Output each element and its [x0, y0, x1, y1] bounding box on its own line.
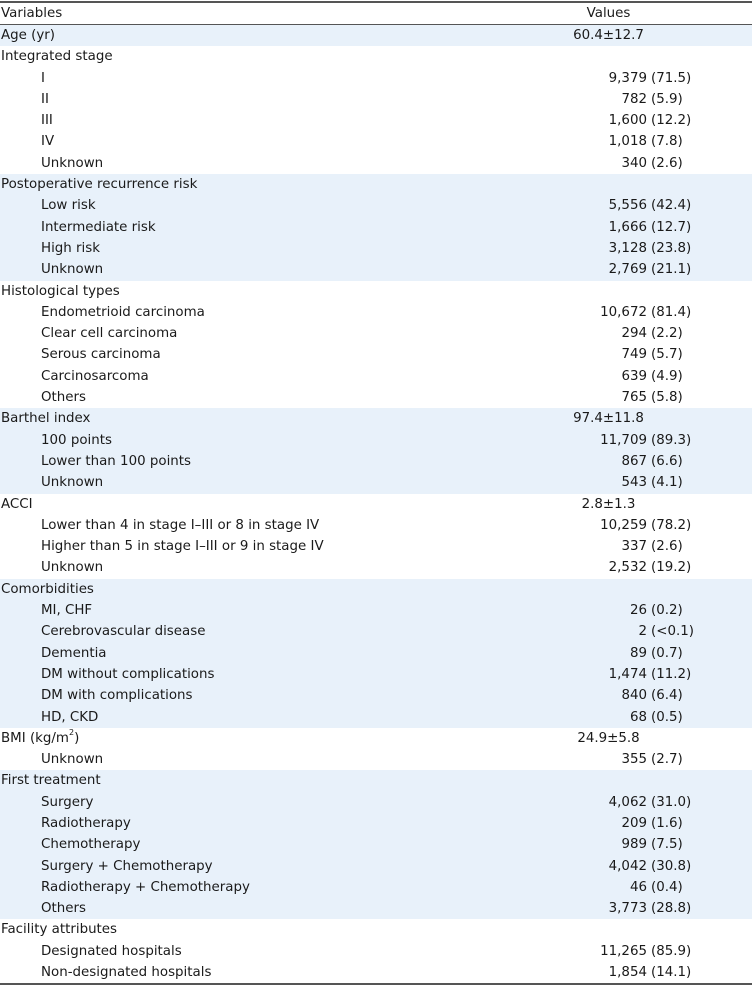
row-value — [481, 217, 752, 238]
count-value: 867 — [621, 453, 647, 469]
row-value — [481, 195, 752, 216]
label-text: Age (yr) — [1, 28, 56, 43]
label-text: Unknown — [41, 155, 104, 171]
table-row — [0, 643, 752, 664]
count-value: 765 — [621, 390, 647, 406]
row-value — [481, 621, 752, 642]
table-row — [0, 877, 752, 898]
table-bottom-rule — [0, 983, 752, 985]
row-group-label — [0, 25, 481, 46]
count-value: 5,556 — [608, 198, 647, 214]
count-value: 2,769 — [608, 262, 647, 278]
row-value — [481, 89, 752, 110]
mean-sd-value: 60.4±12.7 — [573, 28, 644, 43]
label-text: Higher than 5 in stage I–III or 9 in stage IV — [41, 539, 324, 555]
row-value — [481, 962, 752, 983]
table-row — [0, 46, 752, 67]
table-row — [0, 344, 752, 365]
row-value — [481, 302, 752, 323]
table-row — [0, 110, 752, 131]
row-item-label — [0, 387, 481, 408]
percent-value: (30.8) — [651, 858, 692, 874]
table-row — [0, 621, 752, 642]
row-item-label — [0, 898, 481, 919]
table-row — [0, 600, 752, 621]
count-value: 2,532 — [608, 560, 647, 576]
row-value — [481, 813, 752, 834]
row-item-label — [0, 89, 481, 110]
label-suffix: ) — [74, 730, 80, 746]
percent-value: (89.3) — [651, 432, 692, 448]
percent-value: (78.2) — [651, 517, 692, 533]
label-text: Others — [41, 390, 86, 406]
count-value: 89 — [629, 645, 647, 661]
row-value — [481, 579, 752, 600]
count-value: 639 — [621, 368, 647, 384]
row-value — [481, 430, 752, 451]
label-text: Barthel index — [1, 411, 91, 427]
percent-value: (0.4) — [651, 879, 683, 895]
count-value: 340 — [621, 155, 647, 171]
table-row — [0, 856, 752, 877]
row-item-label — [0, 195, 481, 216]
percent-value: (2.6) — [651, 155, 683, 171]
row-item-label — [0, 131, 481, 152]
row-item-label — [0, 238, 481, 259]
row-value — [481, 387, 752, 408]
percent-value: (7.5) — [651, 837, 683, 853]
table-row — [0, 195, 752, 216]
row-value — [481, 643, 752, 664]
row-value — [481, 110, 752, 131]
row-group-label — [0, 408, 481, 429]
percent-value: (11.2) — [651, 666, 692, 682]
row-item-label — [0, 707, 481, 728]
count-value: 68 — [629, 709, 647, 725]
table-row — [0, 217, 752, 238]
label-text: Facility attributes — [1, 922, 118, 938]
row-value — [481, 259, 752, 280]
percent-value: (12.7) — [651, 219, 692, 235]
count-value: 209 — [621, 815, 647, 831]
count-value: 10,672 — [600, 304, 647, 320]
row-value — [481, 707, 752, 728]
count-value: 1,018 — [608, 134, 647, 150]
table-row — [0, 153, 752, 174]
row-value — [481, 941, 752, 962]
count-value: 26 — [629, 603, 647, 619]
table-row — [0, 685, 752, 706]
count-value: 337 — [621, 539, 647, 555]
table-row — [0, 68, 752, 89]
label-text: Endometrioid carcinoma — [41, 304, 205, 320]
percent-value: (5.8) — [651, 390, 683, 406]
header-values: Values — [586, 6, 631, 21]
row-item-label — [0, 259, 481, 280]
label-text: Integrated stage — [1, 49, 113, 65]
row-item-label — [0, 302, 481, 323]
label-text: Unknown — [41, 752, 104, 768]
label-text: Chemotherapy — [41, 837, 141, 853]
count-value: 4,062 — [608, 794, 647, 810]
row-value — [481, 472, 752, 493]
label-text: Postoperative recurrence risk — [1, 177, 198, 193]
table-row — [0, 536, 752, 557]
count-value: 3,128 — [608, 240, 647, 256]
table-row — [0, 557, 752, 578]
row-value — [481, 323, 752, 344]
row-value — [481, 408, 752, 429]
percent-value: (0.5) — [651, 709, 683, 725]
row-value — [481, 281, 752, 302]
row-item-label — [0, 962, 481, 983]
row-item-label — [0, 877, 481, 898]
count-value: 294 — [621, 326, 647, 342]
label-superscript: 2 — [68, 728, 75, 738]
table-row — [0, 408, 752, 429]
table-row — [0, 238, 752, 259]
row-value — [481, 515, 752, 536]
count-value: 1,600 — [608, 113, 647, 129]
table-row — [0, 323, 752, 344]
label-text: BMI (kg/m — [1, 730, 69, 746]
count-value: 9,379 — [608, 70, 647, 86]
percent-value: (31.0) — [651, 794, 692, 810]
table-row — [0, 941, 752, 962]
count-value: 543 — [621, 475, 647, 491]
count-value: 4,042 — [608, 858, 647, 874]
mean-sd-value: 97.4±11.8 — [573, 411, 644, 427]
label-text: Designated hospitals — [41, 943, 182, 959]
row-item-label — [0, 685, 481, 706]
row-value — [481, 770, 752, 791]
table-row — [0, 281, 752, 302]
mean-sd-value: 24.9±5.8 — [577, 730, 640, 746]
label-text: Radiotherapy + Chemotherapy — [41, 879, 250, 895]
table-row — [0, 494, 752, 515]
row-value — [481, 344, 752, 365]
table-row — [0, 472, 752, 493]
label-text: Cerebrovascular disease — [41, 624, 206, 640]
header-variables: Variables — [1, 6, 63, 21]
table-row — [0, 302, 752, 323]
row-item-label — [0, 153, 481, 174]
table-row — [0, 664, 752, 685]
row-value — [481, 557, 752, 578]
row-value — [481, 46, 752, 67]
table-row — [0, 131, 752, 152]
label-text: Serous carcinoma — [41, 347, 161, 363]
count-value: 10,259 — [600, 517, 647, 533]
label-text: I — [41, 70, 45, 86]
label-text: Comorbidities — [1, 581, 94, 597]
label-text: Intermediate risk — [41, 219, 156, 235]
table-row — [0, 25, 752, 46]
percent-value: (5.9) — [651, 91, 683, 107]
row-item-label — [0, 834, 481, 855]
row-item-label — [0, 643, 481, 664]
percent-value: (4.1) — [651, 475, 683, 491]
label-text: Clear cell carcinoma — [41, 326, 178, 342]
row-group-label — [0, 174, 481, 195]
count-value: 3,773 — [608, 901, 647, 917]
row-item-label — [0, 366, 481, 387]
row-item-label — [0, 472, 481, 493]
row-value — [481, 536, 752, 557]
row-group-label — [0, 494, 481, 515]
label-text: Unknown — [41, 560, 104, 576]
table-row — [0, 813, 752, 834]
row-group-label — [0, 281, 481, 302]
table-row — [0, 770, 752, 791]
count-value: 355 — [621, 752, 647, 768]
count-value: 1,854 — [608, 965, 647, 981]
row-value — [481, 728, 752, 749]
percent-value: (21.1) — [651, 262, 692, 278]
percent-value: (0.7) — [651, 645, 683, 661]
label-text: HD, CKD — [41, 709, 99, 725]
table-row — [0, 792, 752, 813]
row-value — [481, 856, 752, 877]
row-value — [481, 451, 752, 472]
row-item-label — [0, 557, 481, 578]
row-item-label — [0, 110, 481, 131]
row-value — [481, 834, 752, 855]
label-text: Histological types — [1, 283, 120, 299]
row-item-label — [0, 600, 481, 621]
label-text: DM with complications — [41, 688, 193, 704]
row-item-label — [0, 792, 481, 813]
row-item-label — [0, 664, 481, 685]
percent-value: (2.2) — [651, 326, 683, 342]
label-text: DM without complications — [41, 666, 215, 682]
label-text: MI, CHF — [41, 603, 93, 619]
count-value: 11,265 — [600, 943, 647, 959]
table-row — [0, 387, 752, 408]
row-group-label — [0, 770, 481, 791]
count-value: 1,666 — [608, 219, 647, 235]
row-item-label — [0, 451, 481, 472]
row-item-label — [0, 323, 481, 344]
row-item-label — [0, 856, 481, 877]
row-value — [481, 68, 752, 89]
label-text: Surgery + Chemotherapy — [41, 858, 213, 874]
table-row — [0, 834, 752, 855]
row-value — [481, 877, 752, 898]
row-value — [481, 664, 752, 685]
row-group-label — [0, 728, 481, 749]
row-item-label — [0, 344, 481, 365]
table-row — [0, 89, 752, 110]
row-item-label — [0, 621, 481, 642]
table-row — [0, 451, 752, 472]
percent-value: (2.6) — [651, 539, 683, 555]
percent-value: (71.5) — [651, 70, 692, 86]
row-value — [481, 898, 752, 919]
label-text: Carcinosarcoma — [41, 368, 149, 384]
label-text: ACCI — [1, 496, 33, 512]
label-text: Lower than 4 in stage I–III or 8 in stage IV — [41, 517, 320, 533]
percent-value: (<0.1) — [651, 624, 694, 640]
label-text: First treatment — [1, 773, 101, 789]
percent-value: (81.4) — [651, 304, 692, 320]
row-item-label — [0, 941, 481, 962]
percent-value: (6.6) — [651, 453, 683, 469]
row-group-label — [0, 46, 481, 67]
table-body — [0, 25, 752, 983]
percent-value: (0.2) — [651, 603, 683, 619]
label-text: Others — [41, 901, 86, 917]
table-row — [0, 366, 752, 387]
table-row — [0, 728, 752, 749]
count-value: 840 — [621, 688, 647, 704]
row-value — [481, 366, 752, 387]
percent-value: (14.1) — [651, 965, 692, 981]
percent-value: (23.8) — [651, 240, 692, 256]
percent-value: (4.9) — [651, 368, 683, 384]
percent-value: (85.9) — [651, 943, 692, 959]
table-row — [0, 962, 752, 983]
row-item-label — [0, 813, 481, 834]
table-row — [0, 430, 752, 451]
row-group-label — [0, 579, 481, 600]
percent-value: (12.2) — [651, 113, 692, 129]
table-row — [0, 515, 752, 536]
row-value — [481, 749, 752, 770]
label-text: Surgery — [41, 794, 94, 810]
label-text: Non-designated hospitals — [41, 965, 212, 981]
percent-value: (28.8) — [651, 901, 692, 917]
percent-value: (1.6) — [651, 815, 683, 831]
count-value: 782 — [621, 91, 647, 107]
row-value — [481, 131, 752, 152]
percent-value: (42.4) — [651, 198, 692, 214]
label-text: III — [41, 113, 53, 129]
count-value: 1,474 — [608, 666, 647, 682]
label-text: Radiotherapy — [41, 815, 131, 831]
label-text: High risk — [41, 240, 100, 256]
count-value: 11,709 — [600, 432, 647, 448]
table-row — [0, 749, 752, 770]
table-row — [0, 898, 752, 919]
row-value — [481, 600, 752, 621]
row-item-label — [0, 68, 481, 89]
label-text: 100 points — [41, 432, 112, 448]
row-value — [481, 494, 752, 515]
label-text: Unknown — [41, 262, 104, 278]
table-row — [0, 259, 752, 280]
row-item-label — [0, 217, 481, 238]
count-value: 2 — [638, 624, 647, 640]
row-value — [481, 238, 752, 259]
row-value — [481, 919, 752, 940]
table-header — [0, 3, 752, 25]
row-item-label — [0, 515, 481, 536]
row-item-label — [0, 749, 481, 770]
label-text: Lower than 100 points — [41, 453, 191, 469]
count-value: 46 — [629, 879, 647, 895]
percent-value: (2.7) — [651, 752, 683, 768]
count-value: 989 — [621, 837, 647, 853]
data-table — [0, 1, 752, 985]
percent-value: (6.4) — [651, 688, 683, 704]
row-value — [481, 153, 752, 174]
table-row — [0, 919, 752, 940]
row-value — [481, 25, 752, 46]
label-text: Dementia — [41, 645, 107, 661]
table-row — [0, 707, 752, 728]
label-text: Low risk — [41, 198, 96, 214]
table-row — [0, 174, 752, 195]
percent-value: (7.8) — [651, 134, 683, 150]
table-row — [0, 579, 752, 600]
count-value: 749 — [621, 347, 647, 363]
row-group-label — [0, 919, 481, 940]
percent-value: (5.7) — [651, 347, 683, 363]
row-value — [481, 685, 752, 706]
label-text: Unknown — [41, 475, 104, 491]
row-value — [481, 792, 752, 813]
row-item-label — [0, 430, 481, 451]
mean-sd-value: 2.8±1.3 — [581, 496, 636, 512]
row-item-label — [0, 536, 481, 557]
percent-value: (19.2) — [651, 560, 692, 576]
row-value — [481, 174, 752, 195]
label-text: IV — [41, 134, 55, 150]
label-text: II — [41, 91, 49, 107]
